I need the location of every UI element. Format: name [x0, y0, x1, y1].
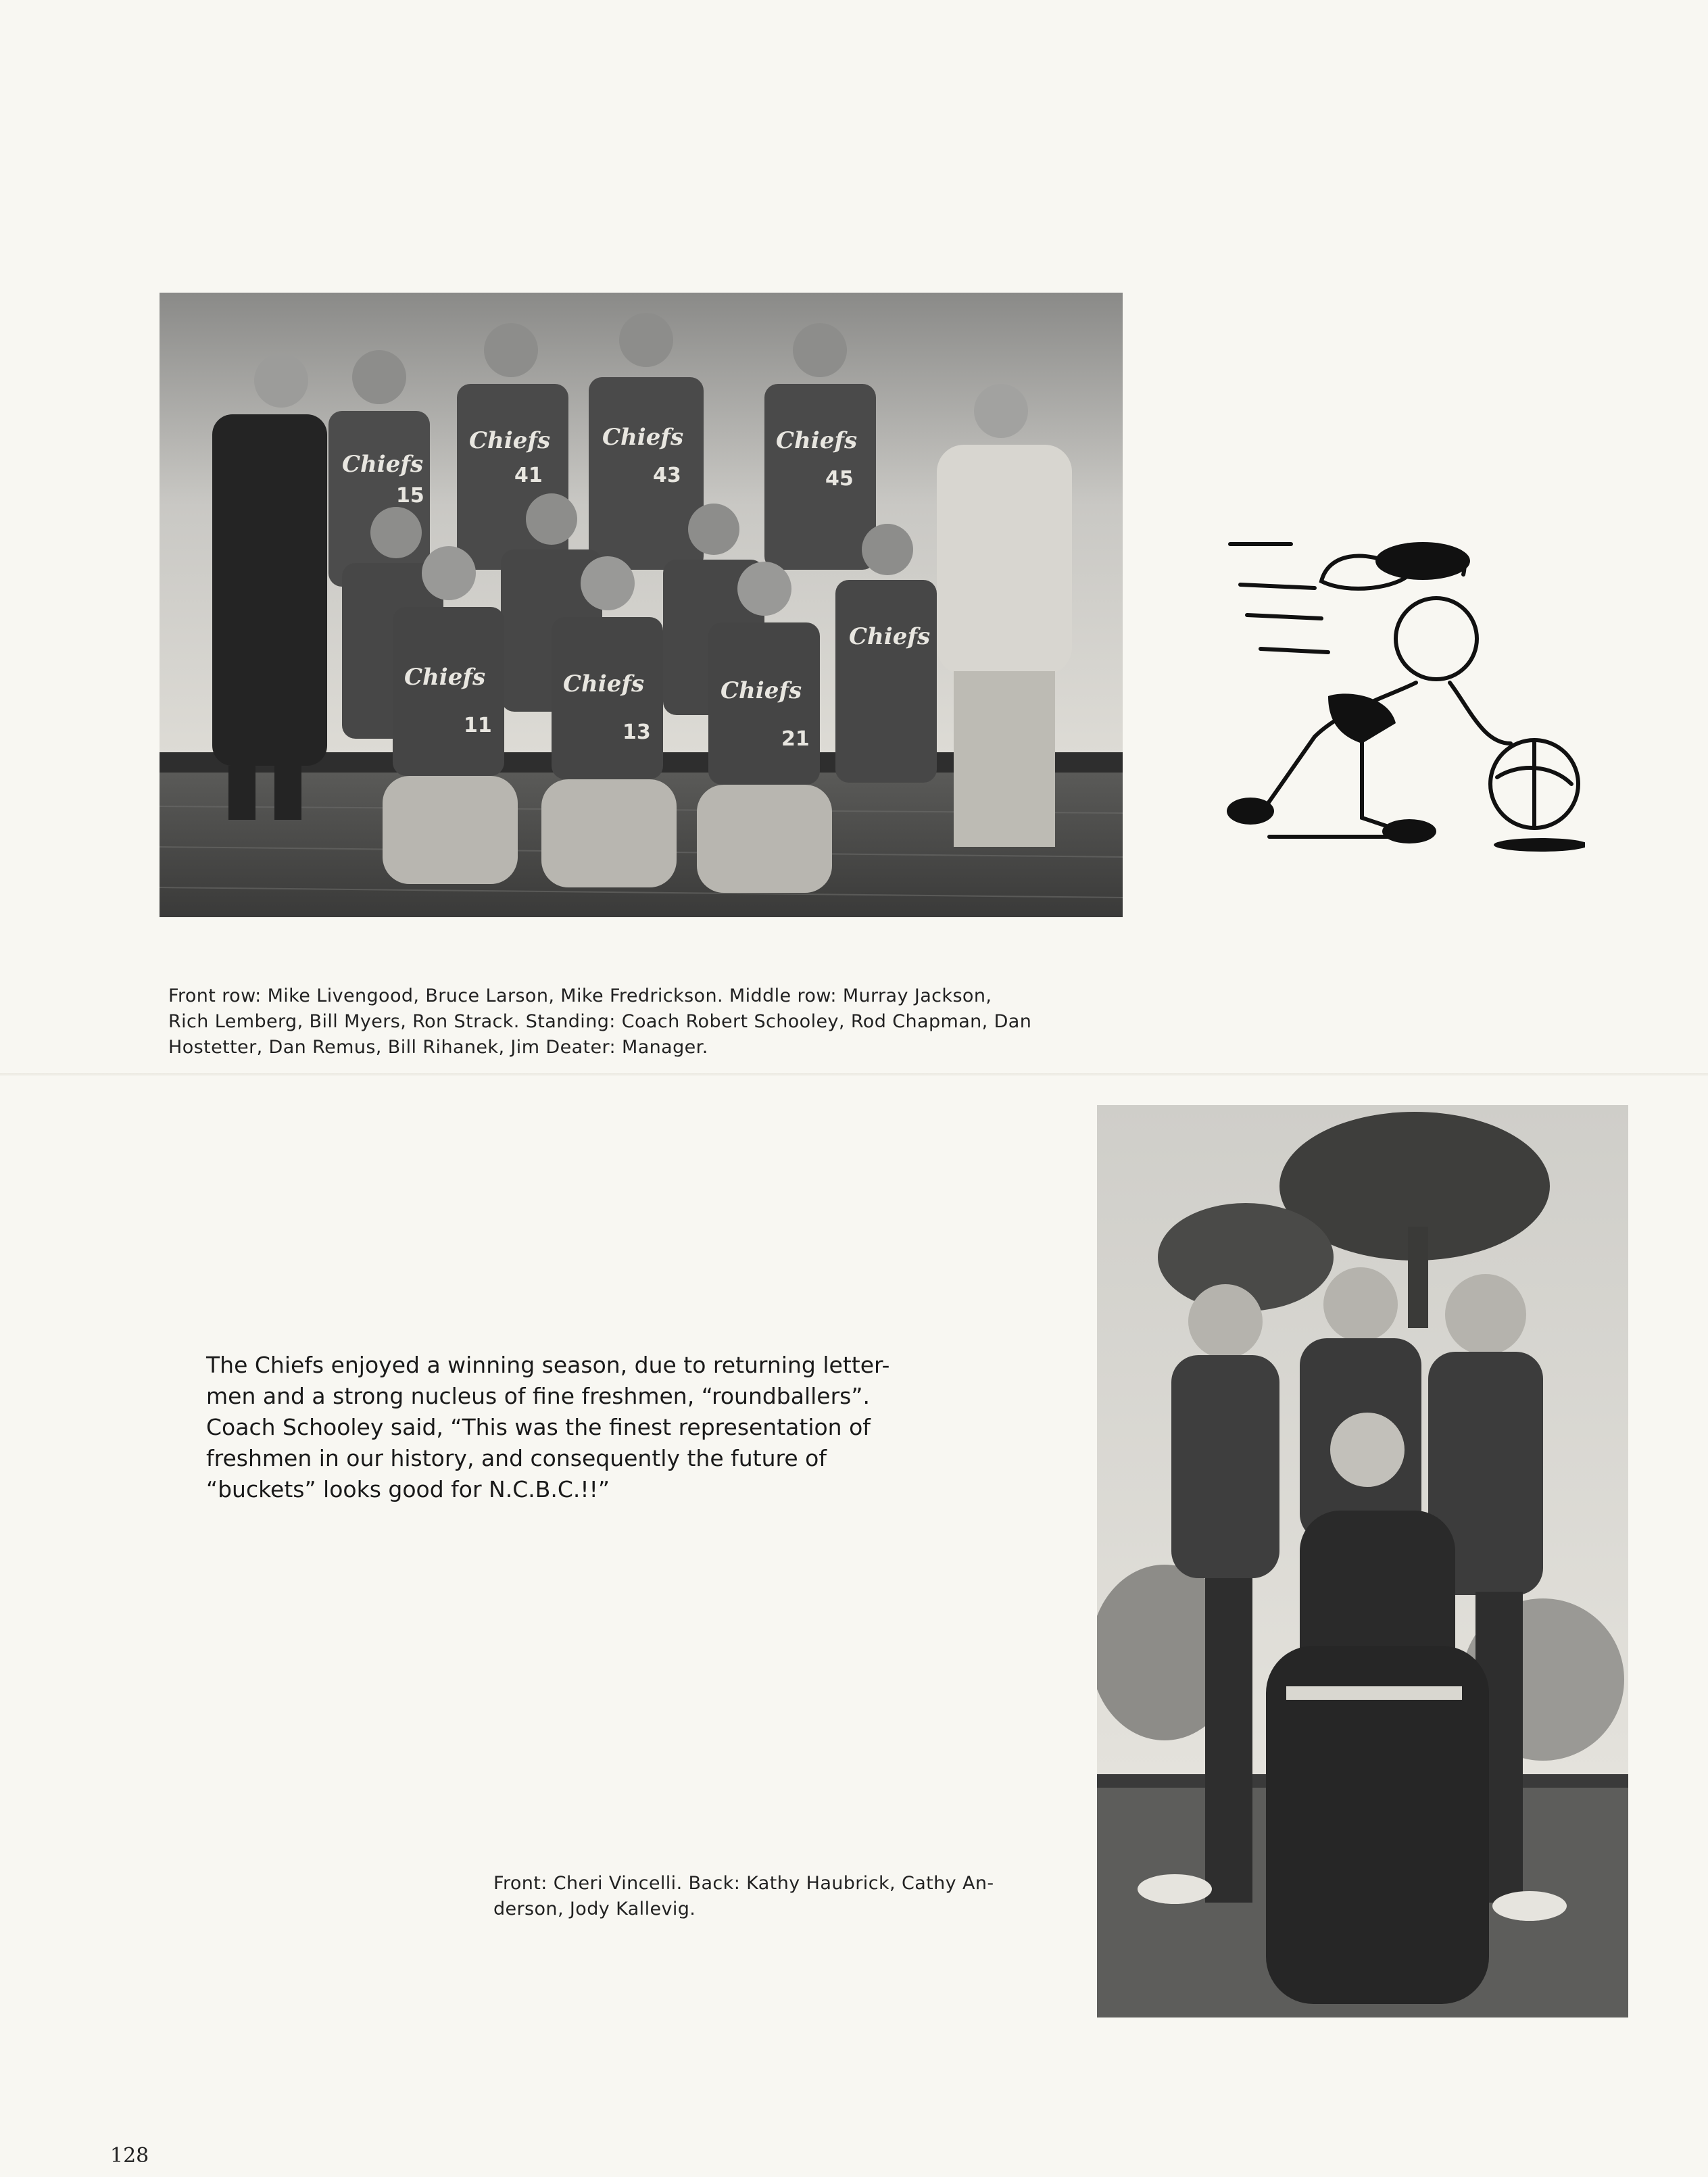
team-photo [160, 293, 1123, 917]
team-photo-caption [168, 983, 1115, 1060]
cheerleaders-caption [493, 1871, 1061, 1922]
page-number: 128 [110, 2144, 149, 2168]
jersey-41: Chiefs [469, 427, 551, 454]
mascot-illustration [1227, 520, 1585, 872]
jersey-21: Chiefs [721, 677, 802, 704]
jersey-13: Chiefs [563, 670, 645, 698]
paragraph-line: The Chiefs enjoyed a winning season, due to returning letter- [206, 1352, 890, 1378]
caption-line: Front: Cheri Vincelli. Back: Kathy Haubrick, Cathy An- [493, 1873, 994, 1894]
svg-text:21: 21 [781, 727, 810, 751]
jersey-unnumbered: Chiefs [849, 623, 931, 650]
season-summary-paragraph [206, 1350, 936, 1505]
svg-text:11: 11 [464, 714, 492, 737]
caption-line: Front row: Mike Livengood, Bruce Larson, Mike Fredrickson. Middle row: Murray Jackson, [168, 985, 992, 1006]
cheerleaders-photo [1097, 1105, 1628, 2017]
paragraph-line: “buckets” looks good for N.C.B.C.!!” [206, 1476, 610, 1502]
caption-line: derson, Jody Kallevig. [493, 1899, 696, 1919]
page-fold [0, 1073, 1708, 1076]
jersey-45: Chiefs [776, 427, 858, 454]
paragraph-line: Coach Schooley said, “This was the finest representation of [206, 1414, 871, 1440]
jersey-11: Chiefs [404, 664, 486, 691]
caption-line: Hostetter, Dan Remus, Bill Rihanek, Jim Deater: Manager. [168, 1037, 708, 1058]
svg-text:45: 45 [825, 467, 854, 491]
jersey-43: Chiefs [602, 424, 684, 451]
svg-text:41: 41 [514, 464, 543, 487]
svg-text:13: 13 [623, 720, 651, 744]
paragraph-line: men and a strong nucleus of fine freshmen, “roundballers”. [206, 1383, 870, 1409]
paragraph-line: freshmen in our history, and consequently the future of [206, 1445, 827, 1471]
svg-text:15: 15 [396, 484, 424, 508]
jersey-15: Chiefs [342, 451, 424, 478]
svg-text:43: 43 [653, 464, 681, 487]
caption-line: Rich Lemberg, Bill Myers, Ron Strack. Standing: Coach Robert Schooley, Rod Chapman, Dan [168, 1011, 1032, 1032]
